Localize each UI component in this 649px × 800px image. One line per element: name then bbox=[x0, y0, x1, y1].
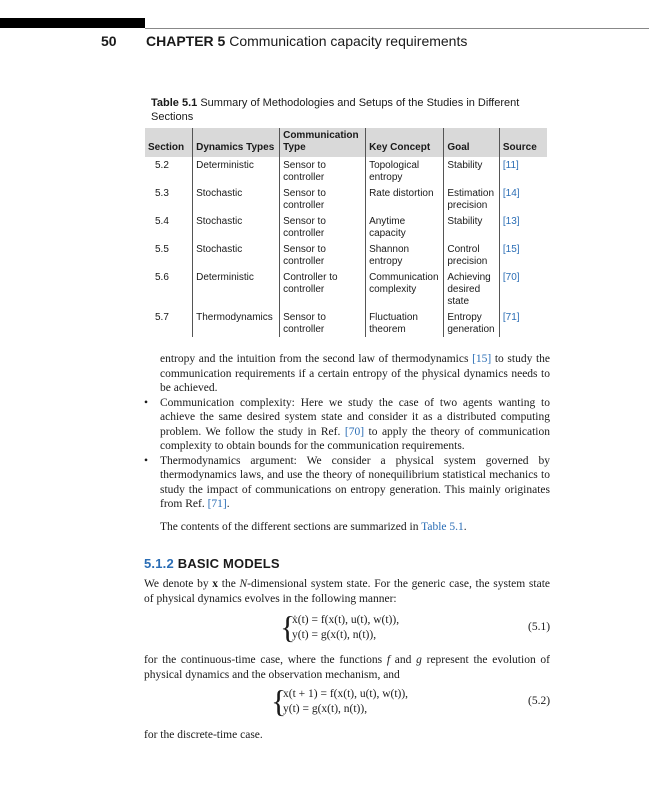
cell-key-concept: Anytime capacity bbox=[366, 213, 444, 241]
equation-number: (5.2) bbox=[528, 695, 551, 707]
math-symbol: f bbox=[386, 654, 391, 666]
table-caption bbox=[151, 96, 551, 124]
cell-dynamics: Stochastic bbox=[193, 241, 280, 269]
header-bar bbox=[0, 18, 145, 28]
text-run: represent the evolution of physical dynamics and the observation mechanism, and bbox=[144, 654, 550, 681]
table-row bbox=[145, 157, 547, 185]
cell-source-link[interactable]: [14] bbox=[502, 188, 520, 199]
equation-brace: { bbox=[271, 683, 287, 719]
chapter-heading bbox=[146, 33, 467, 49]
running-header bbox=[0, 33, 649, 51]
text-run: for the continuous-time case, where the functions bbox=[144, 654, 387, 666]
text-run: Thermodynamics argument: We consider a physical system governed by thermodynamics laws, and use the theory of nonequilibrium statistical mechanics to study the impact of communications on entropy generation. This mainly originates from Ref. bbox=[160, 454, 550, 510]
bullet-item bbox=[144, 396, 550, 454]
text-run: We denote by bbox=[144, 578, 213, 590]
column-header: Communication Type bbox=[280, 128, 366, 157]
chapter-title: Communication capacity requirements bbox=[229, 33, 468, 49]
section-number: 5.1.2 bbox=[144, 556, 174, 571]
table-row bbox=[145, 213, 547, 241]
models-intro-paragraph bbox=[144, 577, 550, 606]
column-header: Section bbox=[145, 128, 193, 157]
cell-goal: Stability bbox=[444, 157, 500, 185]
cell-key-concept: Topological entropy bbox=[366, 157, 444, 185]
reference-link[interactable]: [70] bbox=[344, 425, 365, 438]
cell-section: 5.3 bbox=[145, 185, 193, 213]
body-text bbox=[144, 352, 550, 534]
text-run: and bbox=[390, 654, 417, 666]
cell-communication: Sensor to controller bbox=[280, 157, 366, 185]
column-header: Goal bbox=[444, 128, 500, 157]
table-caption-label: Table 5.1 bbox=[151, 97, 198, 109]
cell-goal: Achieving desired state bbox=[444, 269, 500, 309]
text-run: . bbox=[463, 520, 467, 533]
cell-goal: Control precision bbox=[444, 241, 500, 269]
cell-section: 5.2 bbox=[145, 157, 193, 185]
cell-communication: Controller to controller bbox=[280, 269, 366, 309]
equation-5-2 bbox=[283, 687, 408, 717]
table-row bbox=[145, 185, 547, 213]
text-run: Communication complexity: Here we study the case of two agents wanting to achieve the same desired system state and consider it as a distributed computing problem. We follow the study in Ref. bbox=[160, 396, 550, 438]
column-header: Key Concept bbox=[366, 128, 444, 157]
chapter-label: CHAPTER 5 bbox=[146, 33, 226, 49]
text-run: the bbox=[218, 578, 240, 590]
column-header: Dynamics Types bbox=[193, 128, 280, 157]
table-row bbox=[145, 309, 547, 337]
summary-paragraph bbox=[144, 520, 550, 535]
cell-section: 5.7 bbox=[145, 309, 193, 337]
table-row bbox=[145, 241, 547, 269]
text-run: to study the communication requirements if a certain entropy of the physical dynamics needs to be achieved. bbox=[160, 353, 550, 394]
section-heading bbox=[144, 556, 280, 571]
section-title: BASIC MODELS bbox=[177, 556, 280, 571]
cell-dynamics: Stochastic bbox=[193, 185, 280, 213]
continuation-paragraph bbox=[144, 352, 550, 396]
bullet-icon: • bbox=[144, 454, 149, 467]
bullet-item bbox=[144, 454, 550, 512]
text-run: to apply the theory of communication complexity to obtain bounds for the communication requirements. bbox=[160, 425, 550, 452]
cell-dynamics: Deterministic bbox=[193, 157, 280, 185]
equation-line: x(t + 1) = f(x(t), u(t), w(t)), bbox=[283, 688, 409, 700]
methodology-table bbox=[145, 128, 547, 337]
cell-source-link[interactable]: [13] bbox=[502, 216, 520, 227]
bullet-icon: • bbox=[144, 396, 149, 409]
cell-source-link[interactable]: [15] bbox=[502, 244, 520, 255]
cell-key-concept: Fluctuation theorem bbox=[366, 309, 444, 337]
models-mid-paragraph bbox=[144, 653, 550, 682]
table-row bbox=[145, 269, 547, 309]
equation-number: (5.1) bbox=[528, 621, 551, 633]
header-rule bbox=[145, 28, 649, 29]
cell-section: 5.6 bbox=[145, 269, 193, 309]
cell-key-concept: Rate distortion bbox=[366, 185, 444, 213]
cell-communication: Sensor to controller bbox=[280, 185, 366, 213]
table-header-row bbox=[145, 128, 547, 157]
cell-source-link[interactable]: [11] bbox=[502, 160, 519, 171]
page-number: 50 bbox=[101, 33, 117, 49]
reference-link[interactable]: [15] bbox=[472, 353, 492, 365]
cell-key-concept: Shannon entropy bbox=[366, 241, 444, 269]
cell-key-concept: Communication complexity bbox=[366, 269, 444, 309]
cell-communication: Sensor to controller bbox=[280, 241, 366, 269]
cell-dynamics: Deterministic bbox=[193, 269, 280, 309]
column-header: Source bbox=[499, 128, 547, 157]
cell-dynamics: Stochastic bbox=[193, 213, 280, 241]
equation-line: y(t) = g(x(t), n(t)), bbox=[292, 629, 377, 641]
text-run: entropy and the intuition from the second law of thermodynamics bbox=[160, 353, 473, 365]
models-outro: for the discrete-time case. bbox=[144, 729, 263, 741]
math-symbol: g bbox=[416, 654, 422, 666]
table-caption-text: Summary of Methodologies and Setups of the Studies in Different Sections bbox=[151, 97, 520, 123]
cell-source-link[interactable]: [71] bbox=[502, 312, 520, 323]
math-symbol: N bbox=[239, 578, 248, 590]
reference-link[interactable]: [71] bbox=[207, 498, 227, 510]
text-run: . bbox=[226, 498, 230, 510]
cell-goal: Stability bbox=[444, 213, 500, 241]
text-run: The contents of the different sections are summarized in bbox=[160, 520, 422, 533]
cell-communication: Sensor to controller bbox=[280, 309, 366, 337]
cell-communication: Sensor to controller bbox=[280, 213, 366, 241]
text-run: -dimensional system state. For the generic case, the system state of physical dynamics evolves in the following manner: bbox=[144, 578, 550, 605]
cell-section: 5.5 bbox=[145, 241, 193, 269]
equation-line: y(t) = g(x(t), n(t)), bbox=[283, 703, 368, 715]
cell-goal: Entropy generation bbox=[444, 309, 500, 337]
equation-line: ẋ(t) = f(x(t), u(t), w(t)), bbox=[292, 614, 400, 626]
cell-goal: Estimation precision bbox=[444, 185, 500, 213]
cell-section: 5.4 bbox=[145, 213, 193, 241]
math-symbol: x bbox=[212, 578, 219, 590]
cell-source-link[interactable]: [70] bbox=[502, 272, 520, 283]
equation-brace: { bbox=[280, 609, 296, 645]
equation-5-1 bbox=[292, 613, 399, 643]
cell-dynamics: Thermodynamics bbox=[193, 309, 280, 337]
table-reference-link[interactable]: Table 5.1 bbox=[421, 520, 464, 533]
